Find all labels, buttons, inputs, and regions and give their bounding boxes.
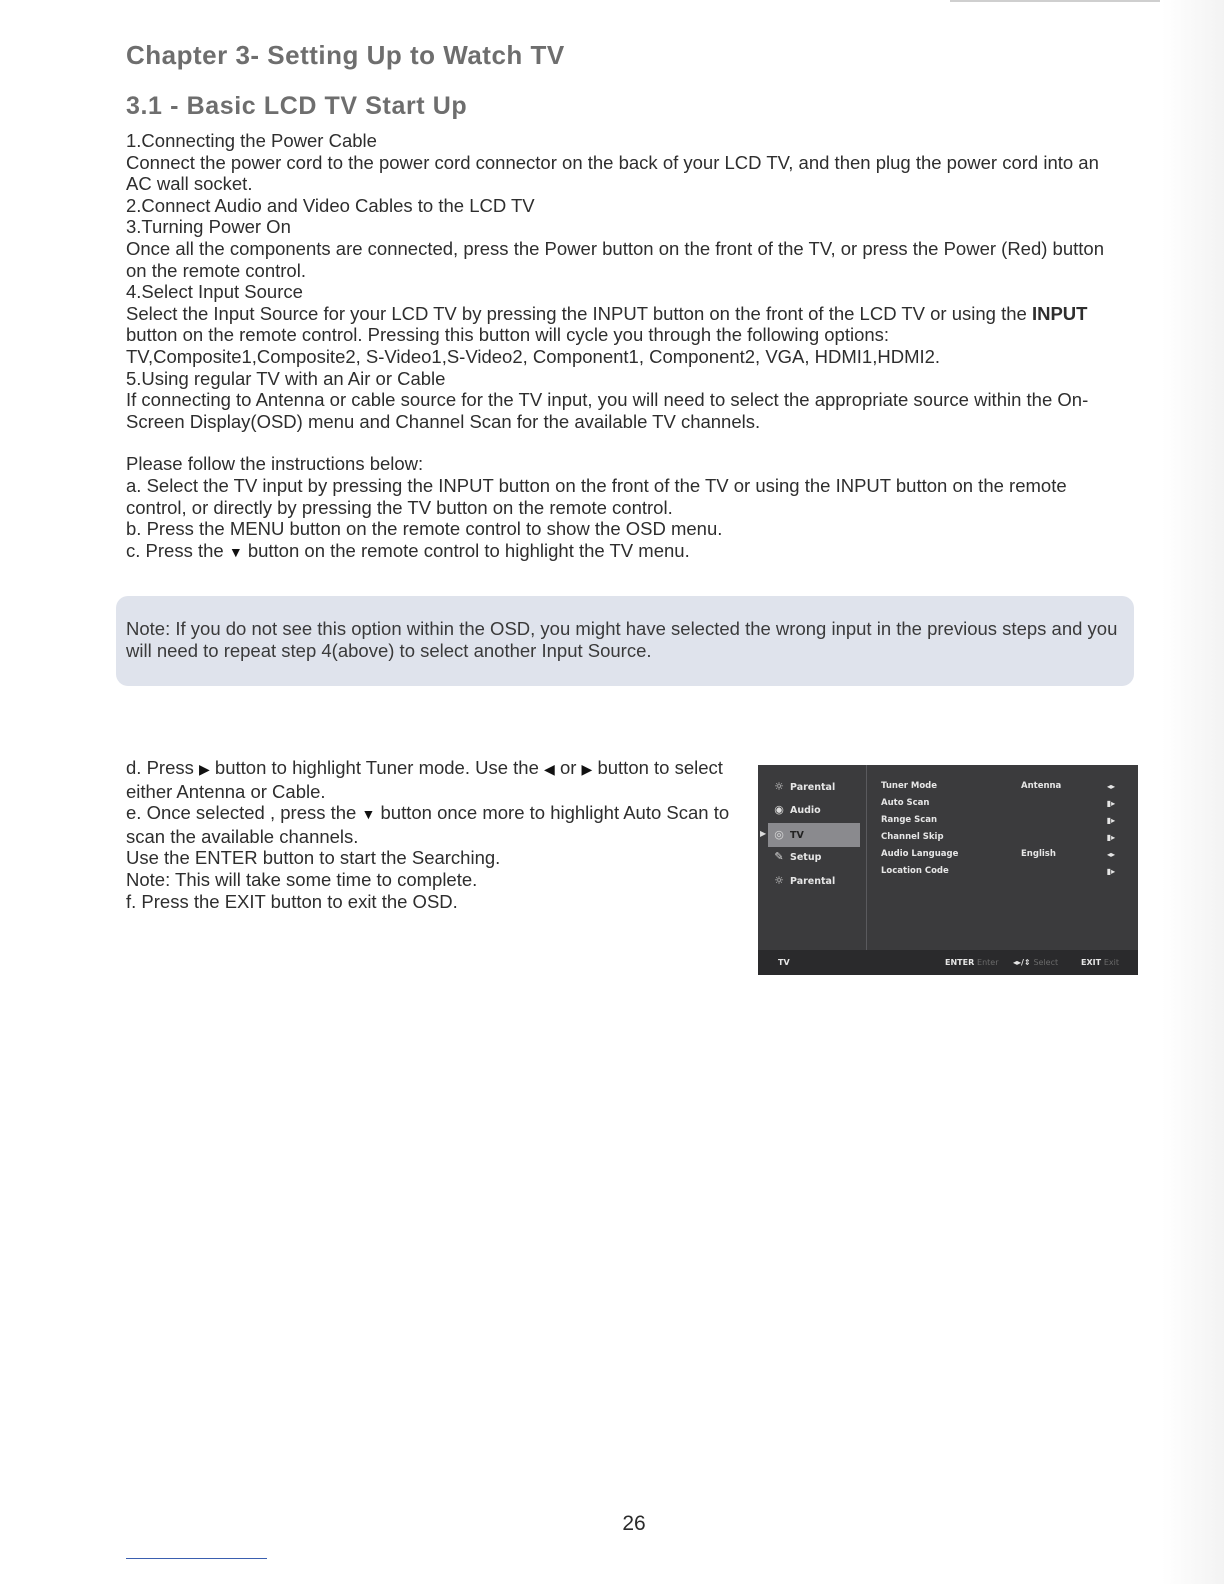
- instruction-line: b. Press the MENU button on the remote control to show the OSD menu.: [126, 518, 723, 540]
- osd-row-range-scan: Range Scan ▮▸: [881, 812, 1126, 829]
- osd-footer-exit-hint: EXIT Exit: [1081, 958, 1120, 967]
- left-right-arrow-icon: ◂▸: [1106, 850, 1116, 859]
- enter-arrow-icon: ▮▸: [1106, 867, 1116, 876]
- osd-row-audio-language: Audio Language English ◂▸: [881, 846, 1126, 863]
- osd-sidebar-item-tv: ◎ TV: [768, 823, 860, 847]
- osd-sidebar-item-setup: ✎ Setup: [768, 845, 860, 869]
- paragraph: 4.Select Input Source: [126, 281, 303, 303]
- setup-icon: ✎: [774, 850, 784, 863]
- osd-row-auto-scan: Auto Scan ▮▸: [881, 795, 1126, 812]
- osd-sidebar-item-parental: ☼ Parental: [768, 869, 860, 893]
- step-line: Use the ENTER button to start the Searching.: [126, 847, 501, 869]
- tv-satellite-icon: ◎: [774, 828, 784, 841]
- instruction-line: a. Select the TV input by pressing the INPUT button on the front of the TV or using the INPUT button on the remote control, or directly by pressing the TV button on the remote control.: [126, 474, 1067, 518]
- page-edge-shadow: [1162, 0, 1224, 1584]
- parental-icon: ☼: [774, 780, 784, 793]
- top-edge-rule: [950, 0, 1160, 2]
- paragraph: Connect the power cord to the power cord connector on the back of your LCD TV, and then plug the power cord into an AC wall socket.: [126, 151, 1099, 195]
- osd-footer: [758, 950, 1138, 975]
- osd-row-location-code: Location Code ▮▸: [881, 863, 1126, 880]
- osd-row-tuner-mode: Tuner Mode Antenna ◂▸: [881, 778, 1126, 795]
- enter-arrow-icon: ▮▸: [1106, 799, 1116, 808]
- paragraph: 5.Using regular TV with an Air or Cable: [126, 367, 446, 389]
- osd-footer-enter-hint: ENTER Enter: [945, 958, 999, 967]
- step-line: Note: This will take some time to complete.: [126, 868, 478, 890]
- paragraph: 3.Turning Power On: [126, 216, 291, 238]
- body-text: [126, 130, 1126, 563]
- osd-sidebar-item-audio: ◉ Audio: [768, 798, 860, 822]
- audio-icon: ◉: [774, 803, 784, 816]
- input-keyword: INPUT: [1031, 302, 1088, 324]
- section-title: 3.1 - Basic LCD TV Start Up: [126, 92, 468, 120]
- note-text: Note: If you do not see this option within the OSD, you might have selected the wrong input in the previous steps and you will need to repeat step 4(above) to select another Input Source.: [126, 618, 1118, 661]
- osd-menu-screenshot: [758, 765, 1138, 975]
- selection-pointer-icon: ▶: [760, 829, 767, 838]
- osd-row-channel-skip: Channel Skip ▮▸: [881, 829, 1126, 846]
- left-arrow-icon: ◀: [544, 761, 555, 777]
- footer-rule: [126, 1558, 267, 1559]
- paragraph: If connecting to Antenna or cable source for the TV input, you will need to select the appropriate source within the On-Screen Display(OSD) menu and Channel Scan for the available TV channels.: [126, 389, 1089, 432]
- osd-sidebar-item-parental: ☼ Parental: [768, 775, 860, 799]
- left-right-arrow-icon: ◂▸: [1106, 782, 1116, 791]
- down-arrow-icon: ▼: [228, 543, 243, 560]
- instruction-line: Please follow the instructions below:: [126, 453, 424, 475]
- paragraph: Once all the components are connected, press the Power button on the front of the TV, or press the Power (Red) button on the remote control.: [126, 237, 1104, 281]
- down-arrow-icon: ▼: [361, 806, 376, 823]
- step-line: f. Press the EXIT button to exit the OSD.: [126, 890, 458, 912]
- input-paragraph: Select the Input Source for your LCD TV by pressing the INPUT button on the front of the LCD TV or using the INPUT button on the remote control. Pressing this button will cycle you through the following options: TV,Composite1,Composite2, S-Video1,S-Video2, Component1, Component2, VGA, HDMI1,HDMI2.: [126, 302, 1088, 367]
- parental-icon: ☼: [774, 874, 784, 887]
- chapter-title: Chapter 3- Setting Up to Watch TV: [126, 40, 565, 70]
- right-arrow-icon: ▶: [199, 761, 210, 777]
- page-number: 26: [622, 1512, 646, 1535]
- paragraph-gap: [126, 432, 1126, 453]
- enter-arrow-icon: ▮▸: [1106, 816, 1116, 825]
- enter-arrow-icon: ▮▸: [1106, 833, 1116, 842]
- paragraph: 1.Connecting the Power Cable: [126, 130, 377, 151]
- osd-steps: [126, 757, 746, 912]
- instruction-line: c. Press the ▼ button on the remote control to highlight the TV menu.: [126, 539, 690, 561]
- right-arrow-icon: ▶: [581, 761, 593, 777]
- step-e: e. Once selected , press the ▼ button once more to highlight Auto Scan to scan the available channels.: [126, 802, 730, 847]
- osd-sidebar: [758, 765, 867, 950]
- navigation-arrows-icon: ◂▸/⇕: [1013, 958, 1031, 967]
- osd-footer-source: TV: [778, 958, 790, 967]
- osd-footer-select-hint: ◂▸/⇕ Select: [1013, 958, 1059, 967]
- paragraph: 2.Connect Audio and Video Cables to the LCD TV: [126, 194, 535, 216]
- step-d: d. Press ▶ button to highlight Tuner mode. Use the ◀ or ▶ button to select either Antenna or Cable.: [126, 757, 723, 802]
